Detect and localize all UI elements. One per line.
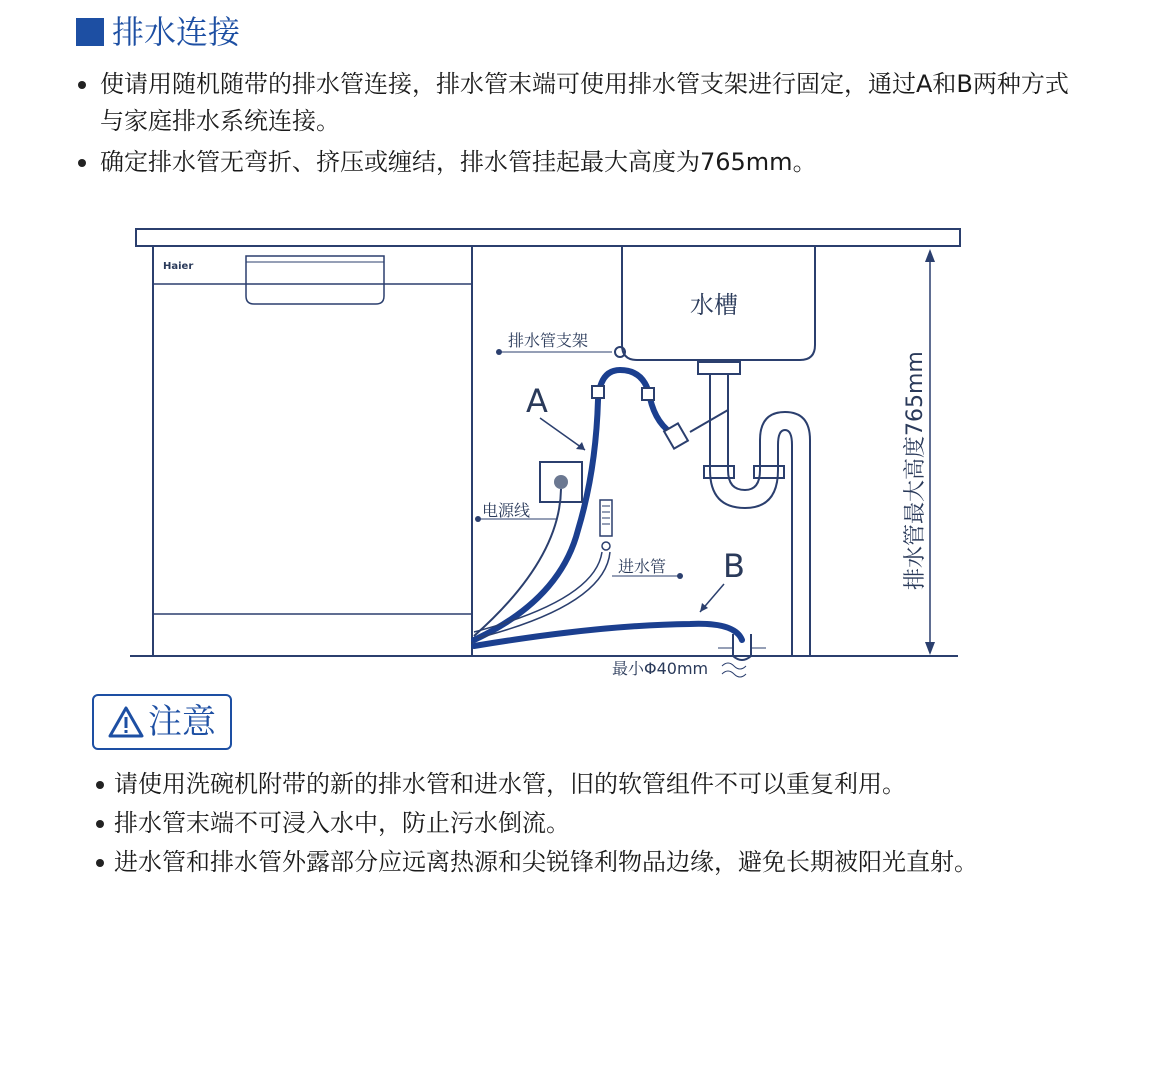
socket-plug: [554, 475, 568, 489]
notice-item-3: 进水管和排水管外露部分应远离热源和尖锐锋利物品边缘，避免长期被阳光直射。: [94, 844, 1094, 881]
drain-nut: [698, 362, 740, 374]
countertop: [136, 229, 960, 246]
inlet-valve-thread: [602, 506, 610, 524]
trap-nut-right: [754, 466, 784, 478]
power-cord-label: 电源线: [482, 501, 531, 520]
option-a-label: A: [526, 382, 548, 420]
notice-list: [94, 766, 1094, 883]
water-waves: [722, 663, 746, 677]
bracket-label: 排水管支架: [508, 331, 589, 350]
height-arrow-top: [925, 249, 935, 262]
brand-logo: Haier: [163, 261, 194, 272]
notice-item-2: 排水管末端不可浸入水中，防止污水倒流。: [94, 805, 1094, 842]
notice-label: 注意: [148, 702, 216, 742]
height-arrow-bottom: [925, 642, 935, 655]
notice-item-1: 请使用洗碗机附带的新的排水管和进水管，旧的软管组件不可以重复利用。: [94, 766, 1094, 803]
intro-item-2: 确定排水管无弯折、挤压或缠结，排水管挂起最大高度为765mm。: [76, 144, 1076, 181]
intro-item-1: 使请用随机随带的排水管连接，排水管末端可使用排水管支架进行固定，通过A和B两种方式与家庭排水系统连接。: [76, 66, 1076, 140]
p-trap: [710, 470, 778, 508]
notice-box: [92, 694, 232, 750]
hose-joint-right: [642, 388, 654, 400]
inlet-hose-label: 进水管: [618, 557, 667, 576]
door-handle: [246, 256, 384, 304]
inlet-connector: [602, 542, 610, 550]
drain-tailpiece: [710, 374, 728, 470]
warning-icon: [108, 705, 144, 739]
wall-drain-pipe: [760, 412, 810, 656]
option-b-label: B: [723, 547, 745, 585]
page-title: 排水连接: [112, 13, 241, 51]
min-diameter-label: 最小Φ40mm: [612, 659, 709, 678]
option-a-arrowhead: [576, 442, 585, 450]
hose-joint-left: [592, 386, 604, 398]
sink-label: 水槽: [690, 291, 738, 319]
max-height-label: 排水管最大高度765mm: [903, 351, 928, 590]
option-a-arrow: [540, 418, 585, 450]
dishwasher-body: [153, 246, 472, 656]
